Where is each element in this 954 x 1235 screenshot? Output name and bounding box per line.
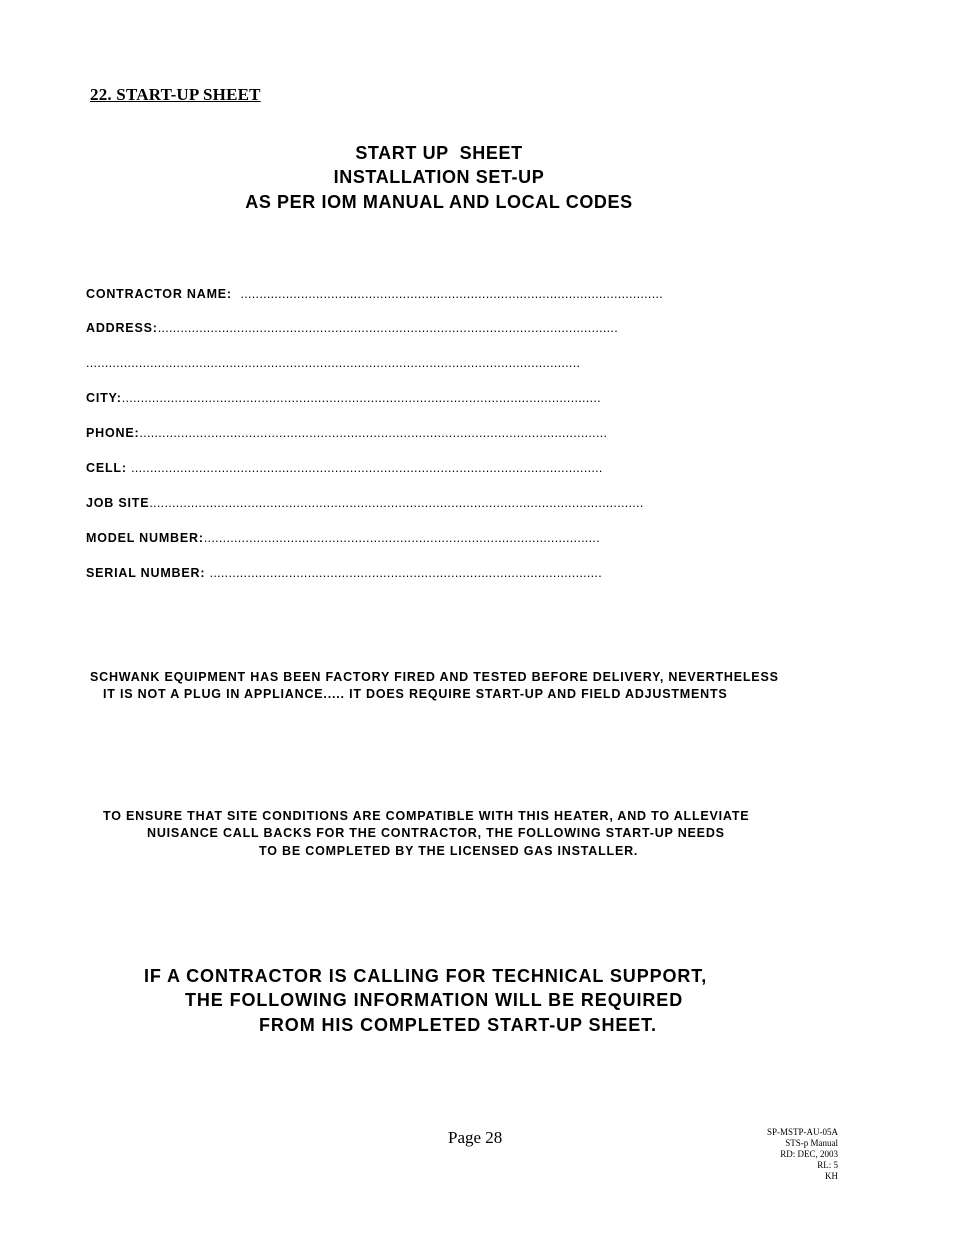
- support-line-1: IF A CONTRACTOR IS CALLING FOR TECHNICAL SUPPORT,: [144, 966, 708, 986]
- field-city[interactable]: [86, 391, 601, 405]
- notice-2-line-2: NUISANCE CALL BACKS FOR THE CONTRACTOR, THE FOLLOWING START-UP NEEDS: [147, 826, 725, 840]
- field-dots: ...............................................................................................................................: [121, 391, 601, 405]
- page-number: Page 28: [448, 1128, 503, 1147]
- author-initials: KH: [825, 1171, 838, 1181]
- support-line-3: FROM HIS COMPLETED START-UP SHEET.: [259, 1015, 657, 1035]
- field-contractor-name[interactable]: [86, 287, 663, 301]
- field-model-number[interactable]: [86, 531, 600, 545]
- field-dots: .........................................................................................................: [203, 531, 600, 545]
- field-label: PHONE:: [86, 426, 140, 440]
- field-cell[interactable]: [86, 461, 603, 475]
- notice-2-line-1: TO ENSURE THAT SITE CONDITIONS ARE COMPATIBLE WITH THIS HEATER, AND TO ALLEVIATE: [103, 809, 750, 823]
- notice-1-line-2: IT IS NOT A PLUG IN APPLIANCE..... IT DOES REQUIRE START-UP AND FIELD ADJUSTMENTS: [103, 687, 728, 701]
- doc-code: SP-MSTP-AU-05A: [766, 1127, 838, 1137]
- field-address[interactable]: [86, 321, 618, 335]
- title-line-3: AS PER IOM MANUAL AND LOCAL CODES: [245, 192, 633, 212]
- field-label: CITY:: [86, 391, 122, 405]
- field-label: ADDRESS:: [86, 321, 158, 335]
- field-dots: ...................................................................................................................................: [149, 496, 644, 510]
- field-label: SERIAL NUMBER:: [86, 566, 210, 580]
- revision-date: RD: DEC, 2003: [780, 1149, 838, 1159]
- field-serial-number[interactable]: [86, 566, 602, 580]
- field-dots: ..........................................................................................................................: [157, 321, 618, 335]
- support-line-2: THE FOLLOWING INFORMATION WILL BE REQUIRED: [185, 990, 684, 1010]
- field-label: CELL:: [86, 461, 132, 475]
- title-line-1: START UP SHEET: [355, 143, 523, 163]
- field-job-site[interactable]: [86, 496, 644, 510]
- field-phone[interactable]: [86, 426, 607, 440]
- revision-level: RL: 5: [817, 1160, 838, 1170]
- field-label: MODEL NUMBER:: [86, 531, 204, 545]
- field-label: JOB SITE: [86, 496, 150, 510]
- notice-2-line-3: TO BE COMPLETED BY THE LICENSED GAS INSTALLER.: [259, 844, 639, 858]
- field-dots: ................................................................................................................: [240, 287, 664, 301]
- field-dots: ........................................................................................................: [209, 566, 602, 580]
- field-label: CONTRACTOR NAME:: [86, 287, 241, 301]
- field-dots: ............................................................................................................................: [139, 426, 608, 440]
- title-line-2: INSTALLATION SET-UP: [333, 167, 545, 187]
- field-dots: .............................................................................................................................: [131, 461, 603, 475]
- field-dots: ...................................................................................................................................: [86, 356, 581, 370]
- document-codes: [767, 1127, 838, 1182]
- field-address-line-2[interactable]: [86, 356, 580, 370]
- section-heading: 22. START-UP SHEET: [90, 85, 261, 104]
- notice-1-line-1: SCHWANK EQUIPMENT HAS BEEN FACTORY FIRED AND TESTED BEFORE DELIVERY, NEVERTHELESS: [90, 670, 779, 684]
- manual-name: STS-p Manual: [785, 1138, 838, 1148]
